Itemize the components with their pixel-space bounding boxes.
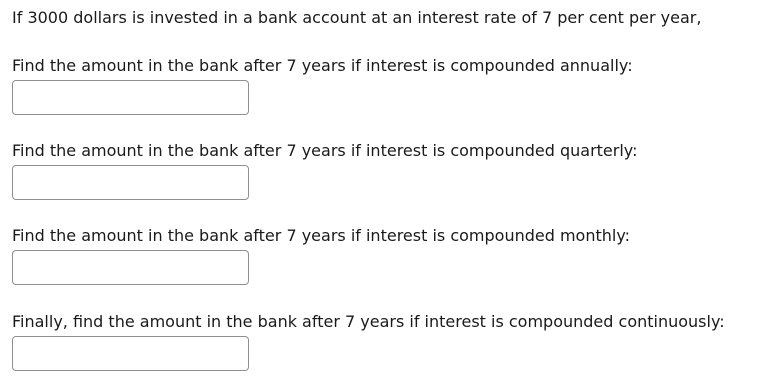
question-quarterly	[12, 140, 752, 200]
problem-statement: If 3000 dollars is invested in a bank account at an interest rate of 7 per cent per year,	[12, 8, 702, 27]
answer-continuous-input[interactable]	[12, 336, 249, 371]
answer-annual-input[interactable]	[12, 80, 249, 115]
answer-monthly-input[interactable]	[12, 250, 249, 285]
question-annual-label: Find the amount in the bank after 7 years if interest is compounded annually:	[12, 56, 633, 75]
question-monthly-label: Find the amount in the bank after 7 years if interest is compounded monthly:	[12, 226, 631, 245]
question-continuous	[12, 311, 752, 371]
question-continuous-label: Finally, find the amount in the bank after 7 years if interest is compounded continuously:	[12, 312, 725, 331]
question-quarterly-label: Find the amount in the bank after 7 years if interest is compounded quarterly:	[12, 141, 638, 160]
question-monthly	[12, 225, 752, 285]
question-annual	[12, 55, 752, 115]
answer-quarterly-input[interactable]	[12, 165, 249, 200]
